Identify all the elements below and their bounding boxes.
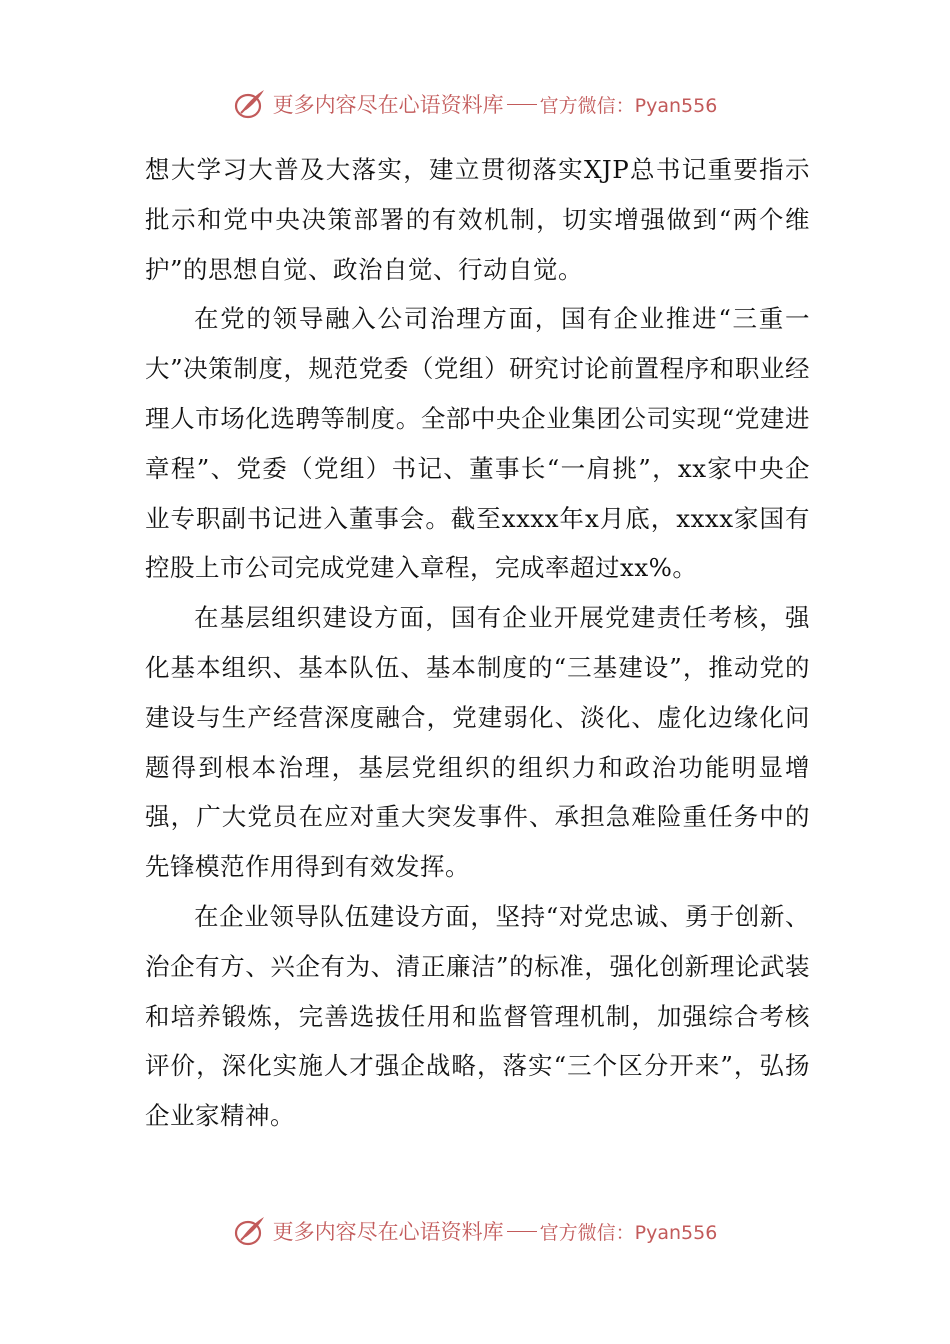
watermark-text: 更多内容尽在心语资料库 [272, 93, 504, 117]
paragraph-leadership-team: 在企业领导队伍建设方面，坚持“对党忠诚、勇于创新、治企有方、兴企有为、清正廉洁”的标准，强化创新理论武装和培养锻炼，完善选拔任用和监督管理机制，加强综合考核评价，深化实施人才强企战略，落实“三个区分开来”，弘扬企业家精神。 [145, 901, 810, 1131]
paragraph-grassroots-organization: 在基层组织建设方面，国有企业开展党建责任考核，强化基本组织、基本队伍、基本制度的“三基建设”，推动党的建设与生产经营深度融合，党建弱化、淡化、虚化边缘化问题得到根本治理，基层党组织的组织力和政治功能明显增强，广大党员在应对重大突发事件、承担急难险重任务中的先锋模范作用得到有效发挥。 [145, 603, 810, 882]
header-watermark [0, 84, 950, 124]
paragraph-corporate-governance: 在党的领导融入公司治理方面，国有企业推进“三重一大”决策制度，规范党委（党组）研究讨论前置程序和职业经理人市场化选聘等制度。全部中央企业集团公司实现“党建进章程”、党委（党组）书记、董事长“一肩挑”，xx家中央企业专职副书记进入董事会。截至xxxx年x月底，xxxx家国有控股上市公司完成党建入章程，完成率超过xx%。 [145, 304, 810, 583]
watermark-dash [507, 104, 537, 105]
document-body [145, 145, 810, 1141]
watermark-wechat: 官方微信：Pyan556 [539, 1221, 718, 1244]
watermark-text: 更多内容尽在心语资料库 [272, 1220, 504, 1244]
watermark-dash [507, 1231, 537, 1232]
paragraph-continued: 想大学习大普及大落实，建立贯彻落实XJP总书记重要指示批示和党中央决策部署的有效机制，切实增强做到“两个维护”的思想自觉、政治自觉、行动自觉。 [145, 155, 810, 284]
quill-logo-icon [233, 1214, 267, 1248]
watermark-wechat: 官方微信：Pyan556 [539, 94, 718, 117]
quill-logo-icon [233, 87, 267, 121]
footer-watermark [0, 1211, 950, 1251]
